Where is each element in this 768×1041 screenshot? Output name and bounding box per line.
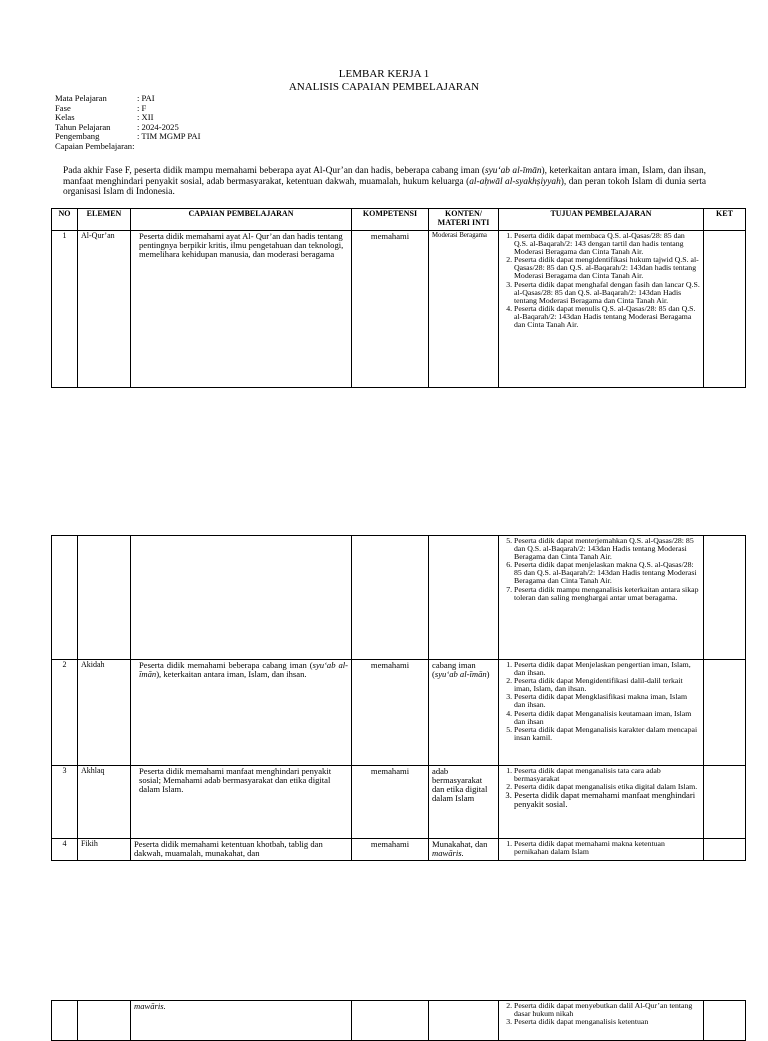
tujuan-item: 7. Peserta didik mampu menganalisis keterkaitan antara sikap toleran dan saling menghargai antar umat beragama. <box>514 586 700 602</box>
tujuan-item: 2. Peserta didik dapat menyebutkan dalil Al-Qur’an tentang dasar hukum nikah <box>514 1002 700 1018</box>
tujuan-item: 3. Peserta didik dapat menganalisis ketentuan <box>514 1018 700 1026</box>
row-no <box>52 1001 78 1041</box>
row-no: 4 <box>52 839 78 861</box>
header-kompetensi: KOMPETENSI <box>352 209 429 231</box>
row-capaian <box>131 536 352 660</box>
row-tujuan <box>499 766 704 839</box>
tujuan-item: 4. Peserta didik dapat menulis Q.S. al-Qasas/28: 85 dan Q.S. al-Baqarah/2: 143dan Hadis tentang Moderasi Beragama dan Cinta Tanah Air. <box>514 305 700 329</box>
row-elemen: Akidah <box>78 660 131 766</box>
tujuan-item: 6. Peserta didik dapat menjelaskan makna Q.S. al-Qasas/28: 85 dan Q.S. al-Baqarah/2: 143dan Hadis tentang Moderasi Beragama dan Cinta Tanah Air. <box>514 561 700 585</box>
row-tujuan <box>499 536 704 660</box>
row-no: 2 <box>52 660 78 766</box>
row-ket <box>704 231 746 388</box>
row-kompetensi <box>352 1001 429 1041</box>
table-row <box>52 660 746 766</box>
analysis-table-page1 <box>51 208 746 388</box>
row-tujuan <box>499 231 704 388</box>
row-elemen <box>78 536 131 660</box>
table-header-row <box>52 209 746 231</box>
row-capaian: Peserta didik memahami beberapa cabang iman (syu‘ab al-īmān), keterkaitan antara iman, Islam, dan ihsan. <box>131 660 352 766</box>
row-elemen: Fikih <box>78 839 131 861</box>
row-konten <box>429 536 499 660</box>
tujuan-item: 3. Peserta didik dapat menghafal dengan fasih dan lancar Q.S. al-Qasas/28: 85 dan Q.S. al-Baqarah/2: 143dan Hadis tentang Moderasi Beragama dan Cinta Tanah Air. <box>514 281 700 305</box>
header-konten: KONTEN/ MATERI INTI <box>429 209 499 231</box>
row-kompetensi: memahami <box>352 839 429 861</box>
capaian-paragraph: Pada akhir Fase F, peserta didik mampu memahami beberapa ayat Al-Qur’an dan hadis, beberapa cabang iman (syu‘ab al-īmān), keterkaitan antara iman, Islam, dan ihsan, manfaat menghindari penyakit sosial, adab bermasyarakat, ketentuan dakwah, muamalah, hukum keluarga (al-aḥwāl al-syakhṣiyyah), dan peran tokoh Islam di dunia serta organisasi Islam di Indonesia. <box>63 166 707 197</box>
document-subtitle: ANALISIS CAPAIAN PEMBELAJARAN <box>288 81 480 93</box>
row-no: 3 <box>52 766 78 839</box>
row-capaian: Peserta didik memahami ayat Al- Qur’an dan hadis tentang pentingnya berpikir kritis, ilmu pengetahuan dan teknologi, memelihara kehidupan manusia, dan moderasi beragama <box>131 231 352 388</box>
row-elemen <box>78 1001 131 1041</box>
meta-row <box>55 94 200 104</box>
row-ket <box>704 1001 746 1041</box>
tujuan-item: 2. Peserta didik dapat mengidentifikasi hukum tajwid Q.S. al-Qasas/28: 85 dan Q.S. al-Baqarah/2: 143dan hadis tentang Moderasi Beragama dan Cinta Tanah Air. <box>514 256 700 280</box>
row-konten: adab bermasyarakat dan etika digital dalam Islam <box>429 766 499 839</box>
header-elemen: ELEMEN <box>78 209 131 231</box>
header-ket: KET <box>704 209 746 231</box>
row-konten: Munakahat, dan mawāris. <box>429 839 499 861</box>
row-kompetensi <box>352 536 429 660</box>
tujuan-item: 5. Peserta didik dapat menterjemahkan Q.S. al-Qasas/28: 85 dan Q.S. al-Baqarah/2: 143dan Hadis tentang Moderasi Beragama dan Cinta Tanah Air. <box>514 537 700 561</box>
row-kompetensi: memahami <box>352 660 429 766</box>
analysis-table-page2 <box>51 535 746 861</box>
meta-value: : XII <box>137 112 154 122</box>
row-ket <box>704 536 746 660</box>
row-no <box>52 536 78 660</box>
tujuan-item: 3. Peserta didik dapat Mengklasifikasi makna iman, Islam dan ihsan. <box>514 693 700 709</box>
header-capaian: CAPAIAN PEMBELAJARAN <box>131 209 352 231</box>
row-konten: cabang iman (syu‘ab al-īmān) <box>429 660 499 766</box>
meta-row <box>55 142 200 152</box>
tujuan-item: 1. Peserta didik dapat memahami makna ketentuan pernikahan dalam Islam <box>514 840 700 856</box>
tujuan-item: 1. Peserta didik dapat menganalisis tata cara adab bermasyarakat <box>514 767 700 783</box>
table-row <box>52 231 746 388</box>
row-kompetensi: memahami <box>352 766 429 839</box>
meta-value: : TIM MGMP PAI <box>137 131 201 141</box>
meta-key: Kelas <box>55 112 75 122</box>
meta-key: Capaian Pembelajaran: <box>55 140 135 151</box>
tujuan-item: 2. Peserta didik dapat Mengidentifikasi dalil-dalil terkait iman, Islam, dan ihsan. <box>514 677 700 693</box>
row-tujuan <box>499 1001 704 1041</box>
meta-key: Mata Pelajaran <box>55 93 107 103</box>
meta-key: Pengembang <box>55 131 100 141</box>
meta-row <box>55 104 200 114</box>
tujuan-item: 2. Peserta didik dapat menganalisis etika digital dalam Islam. <box>514 783 700 791</box>
row-tujuan <box>499 660 704 766</box>
header-no: NO <box>52 209 78 231</box>
tujuan-item: 4. Peserta didik dapat Menganalisis keutamaan iman, Islam dan ihsan <box>514 710 700 726</box>
row-capaian: mawāris. <box>131 1001 352 1041</box>
table-row <box>52 1001 746 1041</box>
row-capaian: Peserta didik memahami manfaat menghindari penyakit sosial; Memahami adab bermasyarakat dan etika digital dalam Islam. <box>131 766 352 839</box>
tujuan-item: 1. Peserta didik dapat Menjelaskan pengertian iman, Islam, dan ihsan. <box>514 661 700 677</box>
row-ket <box>704 660 746 766</box>
analysis-table-page3 <box>51 1000 746 1041</box>
document-title: LEMBAR KERJA 1 <box>338 68 430 80</box>
meta-key: Fase <box>55 102 71 113</box>
row-ket <box>704 839 746 861</box>
row-konten: Moderasi Beragama <box>429 231 499 388</box>
tujuan-item: 3. Peserta didik dapat memahami manfaat menghindari penyakit sosial. <box>514 791 700 809</box>
row-tujuan <box>499 839 704 861</box>
row-ket <box>704 766 746 839</box>
row-kompetensi: memahami <box>352 231 429 388</box>
meta-value: : PAI <box>137 93 155 103</box>
row-no: 1 <box>52 231 78 388</box>
meta-value: : 2024-2025 <box>137 121 179 132</box>
row-elemen: Akhlaq <box>78 766 131 839</box>
row-elemen: Al-Qur’an <box>78 231 131 388</box>
meta-value: : F <box>137 102 147 113</box>
row-konten <box>429 1001 499 1041</box>
row-capaian: Peserta didik memahami ketentuan khotbah, tablig dan dakwah, muamalah, munakahat, dan <box>131 839 352 861</box>
tujuan-item: 1. Peserta didik dapat membaca Q.S. al-Qasas/28: 85 dan Q.S. al-Baqarah/2: 143 dengan tartil dan hadis tentang Moderasi Beragama dan Cinta Tanah Air. <box>514 232 700 256</box>
tujuan-item: 5. Peserta didik dapat Menganalisis karakter dalam mencapai insan kamil. <box>514 726 700 742</box>
meta-key: Tahun Pelajaran <box>55 121 111 132</box>
meta-block <box>55 94 200 151</box>
table-row <box>52 839 746 861</box>
table-row <box>52 766 746 839</box>
table-row <box>52 536 746 660</box>
header-tujuan: TUJUAN PEMBELAJARAN <box>499 209 704 231</box>
